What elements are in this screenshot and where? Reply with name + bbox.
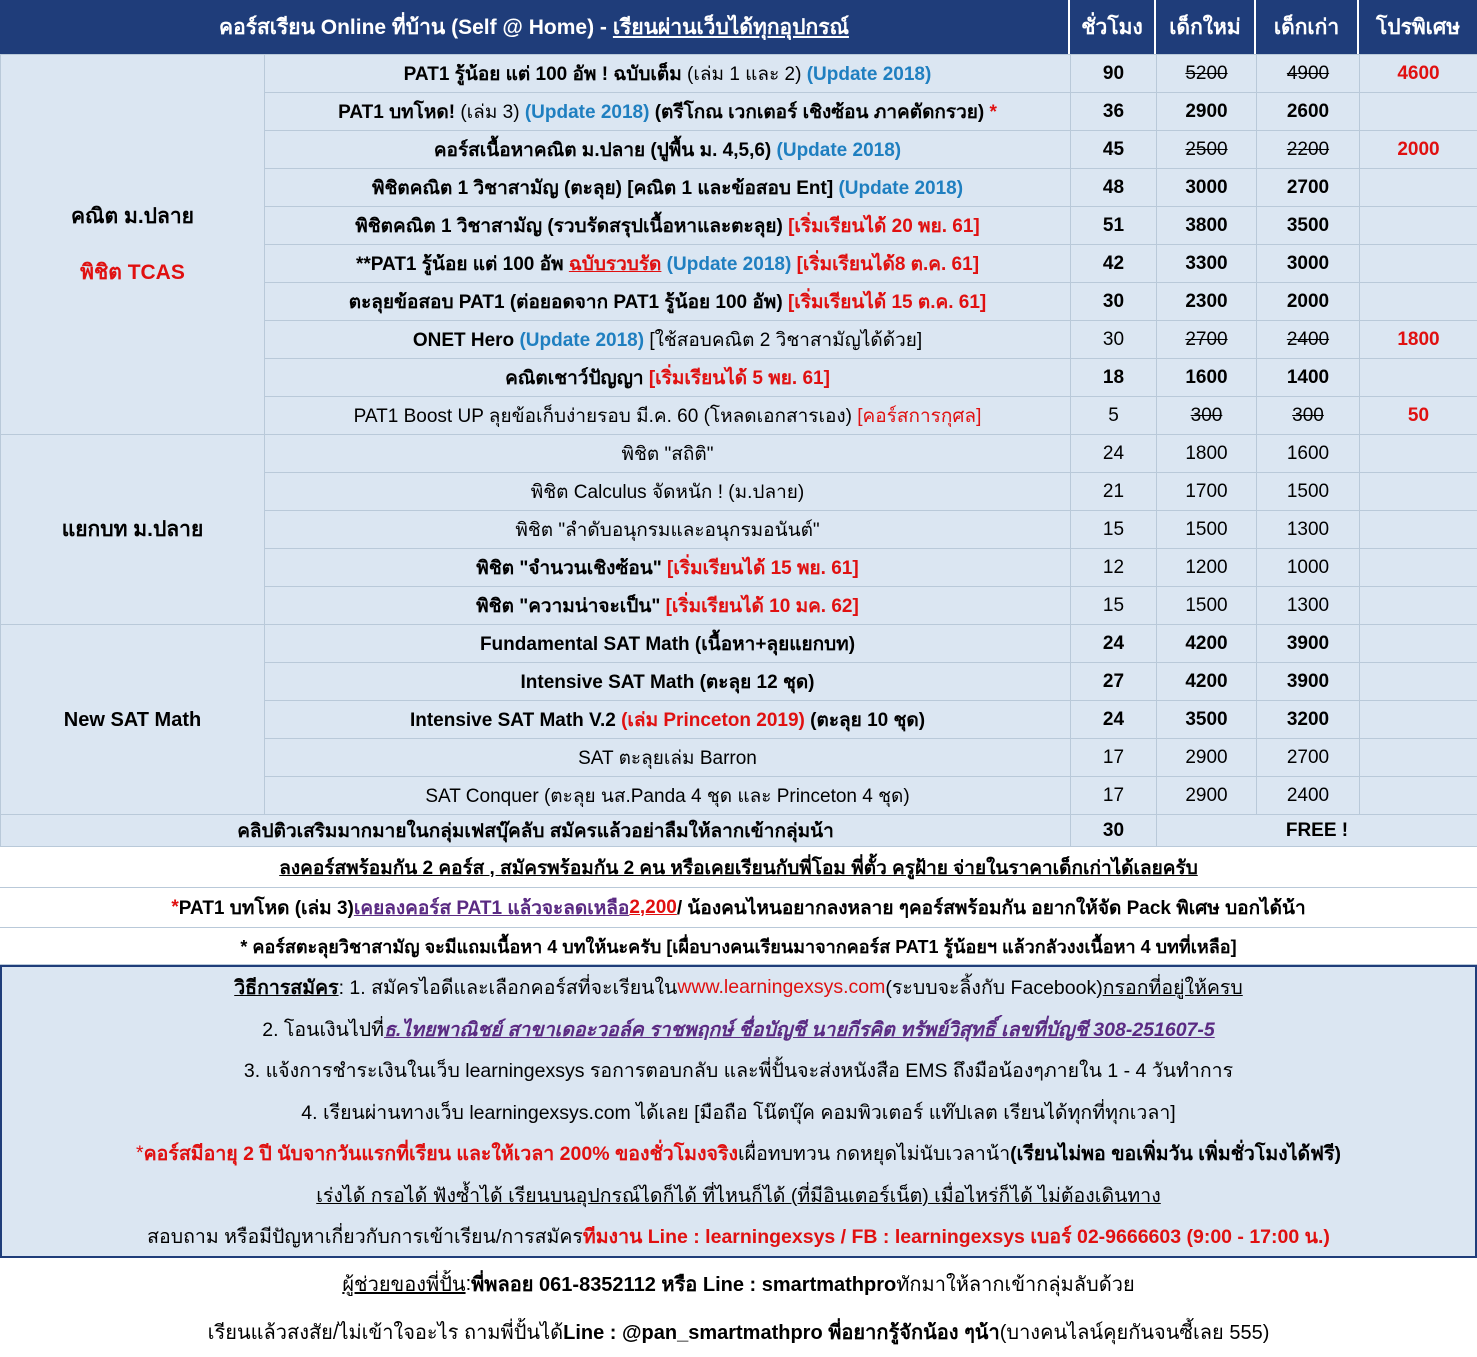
course-hours: 15: [1071, 511, 1157, 549]
price-promo: [1360, 549, 1477, 587]
price-promo: [1360, 359, 1477, 397]
course-name: **PAT1 รู้น้อย แต่ 100 อัพ ฉบับรวบรัด (Update 2018) [เริ่มเรียนได้8 ต.ค. 61]: [265, 245, 1071, 283]
website-link[interactable]: www.learningexsys.com: [677, 976, 886, 999]
apply-step-1-note: (ระบบจะลิ้งกับ Facebook): [885, 977, 1103, 1000]
price-old: 2700: [1257, 739, 1360, 777]
price-old: 3500: [1257, 207, 1360, 245]
price-new: 2700: [1157, 321, 1257, 359]
price-promo: [1360, 283, 1477, 321]
price-new: 3300: [1157, 245, 1257, 283]
category-sublabel: พิชิต TCAS: [80, 260, 185, 284]
price-old: 3900: [1257, 625, 1360, 663]
clip-price: FREE !: [1157, 815, 1477, 847]
course-hours: 27: [1071, 663, 1157, 701]
course-name: ONET Hero (Update 2018) [ใช้สอบคณิต 2 วิชาสามัญได้ด้วย]: [265, 321, 1071, 359]
course-hours: 24: [1071, 625, 1157, 663]
price-new: 2900: [1157, 739, 1257, 777]
note-star: *: [171, 896, 179, 918]
note-bonus: [0, 928, 1477, 965]
duration-note: เผื่อทบทวน กดหยุดไม่นับเวลาน้า: [737, 1143, 1011, 1166]
course-hours: 12: [1071, 549, 1157, 587]
price-old: 2000: [1257, 283, 1360, 321]
footer-question: [0, 1308, 1477, 1356]
price-promo: 50: [1360, 397, 1477, 435]
price-promo: [1360, 777, 1477, 815]
note-pat1-a: PAT1 บทโหด (เล่ม 3): [178, 897, 354, 919]
footer-assistant-label: ผู้ช่วยของพี่ปั้น: [342, 1274, 466, 1296]
price-promo: [1360, 207, 1477, 245]
course-name: คอร์สเนื้อหาคณิต ม.ปลาย (ปูพื้น ม. 4,5,6) (Update 2018): [265, 131, 1071, 169]
course-name: Fundamental SAT Math (เนื้อหา+ลุยแยกบท): [265, 625, 1071, 663]
price-promo: [1360, 663, 1477, 701]
apply-step-4: 4. เรียนผ่านทางเว็บ learningexsys.com ได้เลย [มือถือ โน๊ตบุ๊ค คอมพิวเตอร์ แท๊ปเลต เรียนได้ทุกที่ทุกเวลา]: [301, 1101, 1176, 1124]
price-old: 1600: [1257, 435, 1360, 473]
price-old: 1300: [1257, 511, 1360, 549]
price-promo: 4600: [1360, 55, 1477, 93]
price-old: 3200: [1257, 701, 1360, 739]
course-name: พิชิต "ลำดับอนุกรมและอนุกรมอนันต์": [265, 511, 1071, 549]
course-name: SAT Conquer (ตะลุย นส.Panda 4 ชุด และ Princeton 4 ชุด): [265, 777, 1071, 815]
course-name: PAT1 บทโหด! (เล่ม 3) (Update 2018) (ตรีโกณ เวกเตอร์ เชิงซ้อน ภาคตัดกรวย) *: [265, 93, 1071, 131]
apply-contact-team: ทีมงาน Line : learningexsys / FB : learningexsys เบอร์ 02-9666603 (9:00 - 17:00 น.): [582, 1226, 1330, 1249]
header-title: [0, 0, 1070, 54]
price-promo: [1360, 473, 1477, 511]
course-hours: 30: [1071, 283, 1157, 321]
footer-question-note: (บางคนไลน์คุยกันจนซี้เลย 555): [999, 1322, 1270, 1344]
footer-line-id: Line : @pan_smartmathpro พี่อยากรู้จักน้อง ๆน้า: [563, 1322, 1000, 1344]
price-new: 1800: [1157, 435, 1257, 473]
apply-contact: [2, 1216, 1475, 1258]
table-row: [1, 435, 1477, 473]
course-hours: 21: [1071, 473, 1157, 511]
course-name: PAT1 Boost UP ลุยข้อเก็บง่ายรอบ มี.ค. 60 (โหลดเอกสารเอง) [คอร์สการกุศล]: [265, 397, 1071, 435]
course-name: พิชิต "ความน่าจะเป็น" [เริ่มเรียนได้ 10 มค. 62]: [265, 587, 1071, 625]
category-sat: New SAT Math: [1, 625, 265, 815]
course-hours: 30: [1071, 321, 1157, 359]
price-new: 2500: [1157, 131, 1257, 169]
course-hours: 45: [1071, 131, 1157, 169]
course-name: SAT ตะลุยเล่ม Barron: [265, 739, 1071, 777]
price-old: 1400: [1257, 359, 1360, 397]
footer-assistant-note: ทักมาให้ลากเข้ากลุ่มลับด้วย: [896, 1274, 1135, 1296]
price-new: 2900: [1157, 777, 1257, 815]
price-promo: [1360, 701, 1477, 739]
price-new: 4200: [1157, 663, 1257, 701]
course-name: พิชิตคณิต 1 วิชาสามัญ (รวบรัดสรุปเนื้อหาและตะลุย) [เริ่มเรียนได้ 20 พย. 61]: [265, 207, 1071, 245]
table-row: [1, 625, 1477, 663]
price-promo: [1360, 169, 1477, 207]
price-new: 5200: [1157, 55, 1257, 93]
header-title-underlined: เรียนผ่านเว็บได้ทุกอุปกรณ์: [612, 15, 849, 39]
apply-features-text: เร่งได้ กรอได้ ฟังซ้ำได้ เรียนบนอุปกรณ์ไดก็ได้ ที่ไหนก็ได้ (ที่มีอินเตอร์เน็ต) เมื่อไหร่ก็ได้ ไม่ต้องเดินทาง: [316, 1184, 1161, 1207]
course-table: [0, 54, 1477, 847]
category-chapters: แยกบท ม.ปลาย: [1, 435, 265, 625]
price-promo: 1800: [1360, 321, 1477, 359]
duration-extra: (เรียนไม่พอ ขอเพิ่มวัน เพิ่มชั่วโมงได้ฟรี): [1010, 1143, 1341, 1166]
price-old: 3000: [1257, 245, 1360, 283]
header-hours: ชั่วโมง: [1070, 0, 1156, 54]
price-promo: [1360, 93, 1477, 131]
footer-question-text: เรียนแล้วสงสัย/ไม่เข้าใจอะไร ถามพี่ปั้นได้: [207, 1322, 564, 1344]
footer-colon: :: [465, 1272, 472, 1295]
price-old: 1300: [1257, 587, 1360, 625]
price-old: 2400: [1257, 777, 1360, 815]
course-name: ตะลุยข้อสอบ PAT1 (ต่อยอดจาก PAT1 รู้น้อย 100 อัพ) [เริ่มเรียนได้ 15 ต.ค. 61]: [265, 283, 1071, 321]
course-hours: 42: [1071, 245, 1157, 283]
price-new: 1500: [1157, 587, 1257, 625]
clip-row: [1, 815, 1477, 847]
category-math-upper: [1, 55, 265, 435]
footer-assistant: [0, 1260, 1477, 1308]
course-name: พิชิต "สถิติ": [265, 435, 1071, 473]
price-new: 1200: [1157, 549, 1257, 587]
apply-step-1-text: : 1. สมัครไอดีและเลือกคอร์สที่จะเรียนใน: [338, 977, 678, 1000]
course-name: Intensive SAT Math (ตะลุย 12 ชุด): [265, 663, 1071, 701]
note-pat1-b: เคยลงคอร์ส PAT1 แล้วจะลดเหลือ: [353, 897, 630, 919]
note-bundle-text: ลงคอร์สพร้อมกัน 2 คอร์ส , สมัครพร้อมกัน 2 คน หรือเคยเรียนกับพี่โอม พี่ตั้ว ครูฝ้าย จ่ายในราคาเด็กเก่าได้เลยครับ: [279, 857, 1198, 879]
course-hours: 36: [1071, 93, 1157, 131]
price-old: 2200: [1257, 131, 1360, 169]
note-pat1-c: / น้องคนไหนอยากลงหลาย ๆคอร์สพร้อมกัน อยากให้จัด Pack พิเศษ บอกได้น้า: [676, 897, 1306, 919]
price-promo: [1360, 245, 1477, 283]
price-old: 2400: [1257, 321, 1360, 359]
price-promo: [1360, 511, 1477, 549]
apply-contact-text: สอบถาม หรือมีปัญหาเกี่ยวกับการเข้าเรียน/การสมัคร: [147, 1226, 583, 1249]
price-promo: 2000: [1360, 131, 1477, 169]
price-new: 3800: [1157, 207, 1257, 245]
course-name: พิชิต "จำนวนเชิงซ้อน" [เริ่มเรียนได้ 15 พย. 61]: [265, 549, 1071, 587]
clip-hours: 30: [1071, 815, 1157, 847]
price-promo: [1360, 625, 1477, 663]
price-old: 1000: [1257, 549, 1360, 587]
price-new: 4200: [1157, 625, 1257, 663]
course-hours: 17: [1071, 739, 1157, 777]
course-hours: 48: [1071, 169, 1157, 207]
note-bonus-text: * คอร์สตะลุยวิชาสามัญ จะมีแถมเนื้อหา 4 บทให้นะครับ [เผื่อบางคนเรียนมาจากคอร์ส PAT1 รู้น้อยฯ แล้วกลัวงงเนื้อหา 4 บทที่เหลือ]: [240, 936, 1237, 957]
apply-step-1: [2, 967, 1475, 1009]
clip-label: คลิปติวเสริมมากมายในกลุ่มเฟสบุ๊คลับ สมัครแล้วอย่าลืมให้ลากเข้ากลุ่มน้า: [1, 815, 1071, 847]
price-old: 1500: [1257, 473, 1360, 511]
table-row: [1, 55, 1477, 93]
price-new: 1600: [1157, 359, 1257, 397]
course-name: Intensive SAT Math V.2 (เล่ม Princeton 2019) (ตะลุย 10 ชุด): [265, 701, 1071, 739]
course-hours: 51: [1071, 207, 1157, 245]
apply-title: วิธีการสมัคร: [234, 977, 339, 1000]
course-name: พิชิต Calculus จัดหนัก ! (ม.ปลาย): [265, 473, 1071, 511]
note-bundle: [0, 848, 1477, 888]
price-new: 2900: [1157, 93, 1257, 131]
course-hours: 24: [1071, 701, 1157, 739]
price-old: 3900: [1257, 663, 1360, 701]
price-new: 1700: [1157, 473, 1257, 511]
course-hours: 15: [1071, 587, 1157, 625]
price-old: 2700: [1257, 169, 1360, 207]
apply-step-3: 3. แจ้งการชำระเงินในเว็บ learningexsys รอการตอบกลับ และพี่ปั้นจะส่งหนังสือ EMS ถึงมือน้องๆภายใน 1 - 4 วันทำการ: [243, 1060, 1234, 1083]
price-old: 2600: [1257, 93, 1360, 131]
note-pat1-price: 2,200: [629, 896, 677, 918]
course-hours: 18: [1071, 359, 1157, 397]
course-hours: 24: [1071, 435, 1157, 473]
duration-main: คอร์สมีอายุ 2 ปี นับจากวันแรกที่เรียน และให้เวลา 200% ของชั่วโมงจริง: [143, 1143, 738, 1166]
apply-step-2-text: 2. โอนเงินไปที่: [262, 1018, 385, 1041]
price-promo: [1360, 435, 1477, 473]
course-hours: 5: [1071, 397, 1157, 435]
price-new: 2300: [1157, 283, 1257, 321]
price-new: 300: [1157, 397, 1257, 435]
note-pat1-discount: [0, 888, 1477, 928]
category-label: คณิต ม.ปลาย: [71, 204, 194, 228]
course-name: คณิตเชาว์ปัญญา [เริ่มเรียนได้ 5 พย. 61]: [265, 359, 1071, 397]
header-old-student: เด็กเก่า: [1256, 0, 1359, 54]
header-promo: โปรพิเศษ: [1359, 0, 1477, 54]
apply-step-2: [2, 1009, 1475, 1051]
course-name: พิชิตคณิต 1 วิชาสามัญ (ตะลุย) [คณิต 1 และข้อสอบ Ent] (Update 2018): [265, 169, 1071, 207]
footer-assistant-contact: พี่พลอย 061-8352112 หรือ Line : smartmathpro: [471, 1274, 897, 1296]
apply-course-duration: [2, 1133, 1475, 1175]
header-title-text: คอร์สเรียน Online ที่บ้าน (Self @ Home) -: [219, 15, 607, 39]
price-new: 1500: [1157, 511, 1257, 549]
apply-step-1-address: กรอกที่อยู่ให้ครบ: [1102, 977, 1243, 1000]
apply-instructions: [0, 965, 1477, 1258]
apply-features: [2, 1175, 1475, 1217]
price-promo: [1360, 587, 1477, 625]
price-new: 3500: [1157, 701, 1257, 739]
header-new-student: เด็กใหม่: [1156, 0, 1256, 54]
price-old: 300: [1257, 397, 1360, 435]
course-name: PAT1 รู้น้อย แต่ 100 อัพ ! ฉบับเต็ม (เล่ม 1 และ 2) (Update 2018): [265, 55, 1071, 93]
bank-account: ธ.ไทยพาณิชย์ สาขาเดอะวอล์ค ราชพฤกษ์ ชื่อบัญชี นายกีรคิต ทรัพย์วิสุทธิ์ เลขที่บัญชี 308-251607-5: [384, 1018, 1215, 1041]
duration-star: *: [136, 1142, 144, 1165]
price-new: 3000: [1157, 169, 1257, 207]
price-old: 4900: [1257, 55, 1360, 93]
price-promo: [1360, 739, 1477, 777]
course-hours: 17: [1071, 777, 1157, 815]
course-hours: 90: [1071, 55, 1157, 93]
